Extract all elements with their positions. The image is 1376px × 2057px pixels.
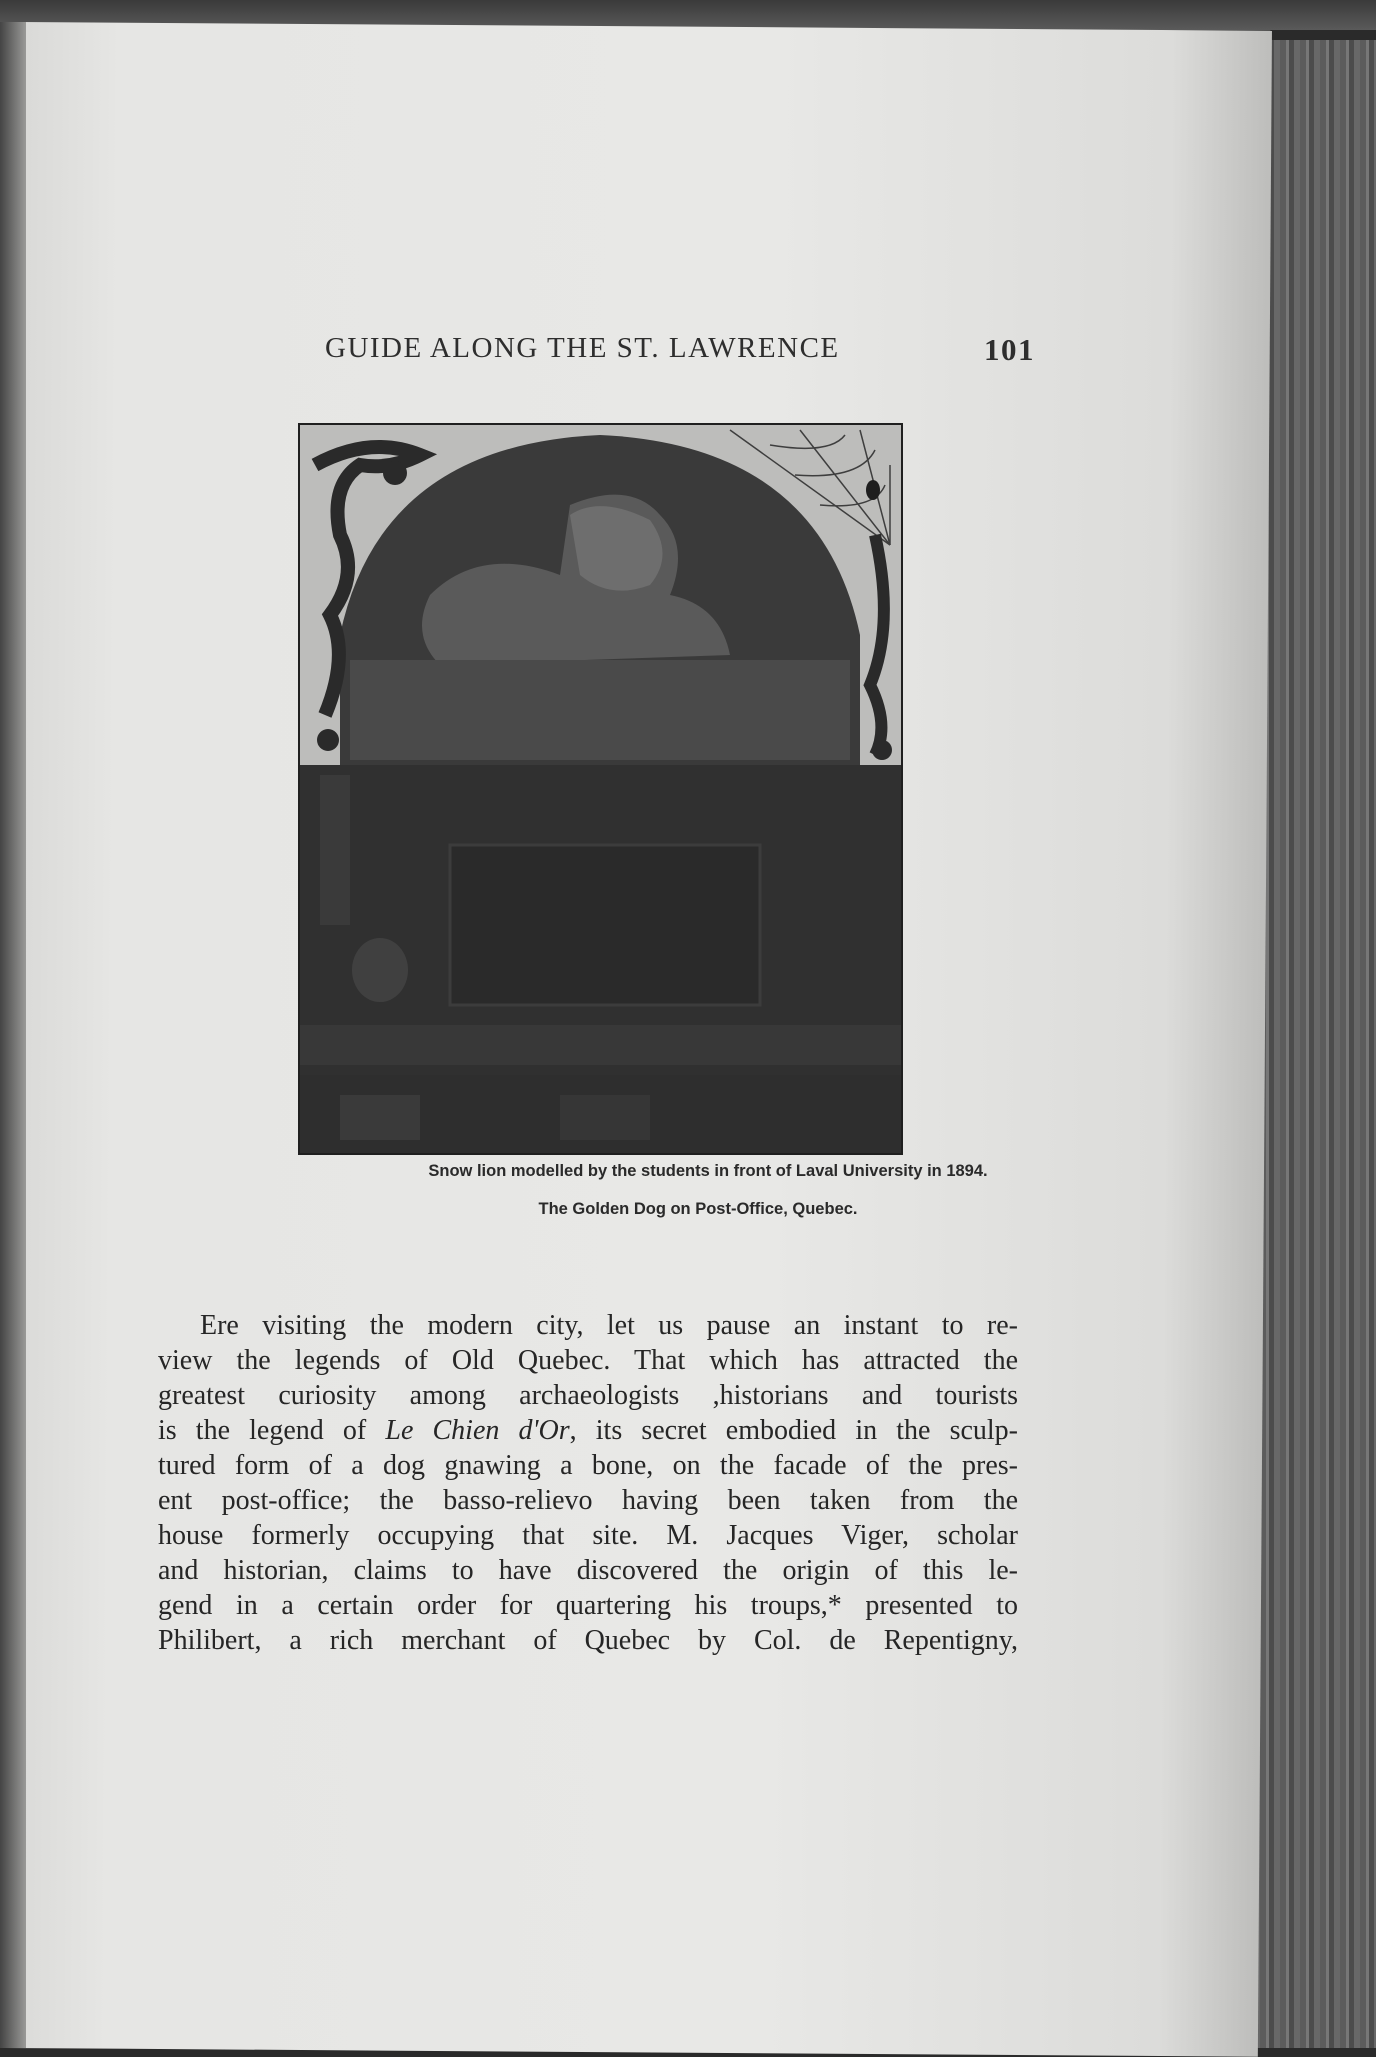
ornament-berry <box>872 740 892 760</box>
italic-title: Le Chien d'Or <box>385 1415 570 1446</box>
ornament-berry <box>383 461 407 485</box>
text-line: view the legends of Old Quebec. That which has attracted the <box>158 1345 1018 1376</box>
text-line: greatest curiosity among archaeologists ,historians and tourists <box>158 1380 1018 1411</box>
spider <box>866 480 880 500</box>
page-number: 101 <box>984 332 1035 367</box>
text-line: Ere visiting the modern city, let us pause an instant to re- <box>200 1310 1018 1341</box>
text-line-end: , its secret embodied in the sculp- <box>569 1415 1018 1446</box>
figure-caption-line-1: Snow lion modelled by the students in front of Laval University in 1894. <box>428 1162 988 1180</box>
text-line: gend in a certain order for quartering his troups,* presented to <box>158 1590 1018 1621</box>
figure-photograph <box>298 423 903 1155</box>
text-line: house formerly occupying that site. M. Jacques Viger, scholar <box>158 1520 1018 1551</box>
text-line <box>158 1413 1018 1448</box>
text-line: tured form of a dog gnawing a bone, on the facade of the pres- <box>158 1450 1018 1481</box>
text-line: ent post-office; the basso-relievo having been taken from the <box>158 1485 1018 1516</box>
facade-block <box>340 1095 420 1140</box>
body-paragraph <box>158 1308 1018 1658</box>
facade-ledge <box>300 1025 903 1065</box>
facade-block <box>560 1095 650 1140</box>
snow-lion-illustration <box>300 425 903 1155</box>
snow-plinth <box>350 660 850 760</box>
running-title: GUIDE ALONG THE ST. LAWRENCE <box>325 332 840 364</box>
text-line: and historian, claims to have discovered the origin of this le- <box>158 1555 1018 1586</box>
figure-caption-line-2: The Golden Dog on Post-Office, Quebec. <box>538 1200 858 1218</box>
golden-dog-relief <box>450 845 760 1005</box>
ornament-berry <box>317 729 339 751</box>
text-line-start: is the legend of <box>158 1415 386 1446</box>
running-head <box>325 332 1035 380</box>
facade-ornament <box>352 938 408 1002</box>
facade-pillar <box>320 775 350 925</box>
spine-shadow <box>0 22 26 2048</box>
text-line: Philibert, a rich merchant of Quebec by Col. de Repentigny, <box>158 1625 1018 1656</box>
